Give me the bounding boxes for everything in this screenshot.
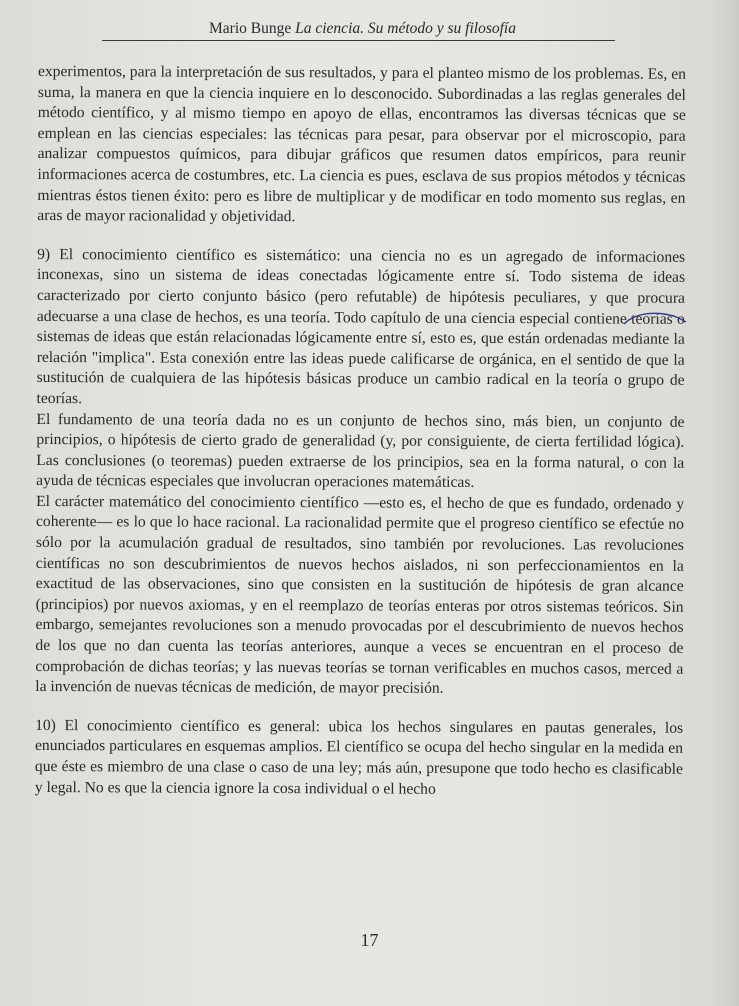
page-number: 17 xyxy=(360,930,379,950)
pen-annotation-mark xyxy=(620,308,690,332)
header-author: Mario Bunge xyxy=(209,20,292,37)
paragraph-section-10: 10) El conocimiento científico es general: ubica los hechos singulares en pautas generales, los enunciados particulares en esquemas amplios. El científico se ocupa del hecho singular en la medida en que éste es miembro de una clase o caso de una ley; más aún, presupone que todo hecho es clasificable y legal. No es que la ciencia ignore la cosa individual o el hecho xyxy=(34,716,684,798)
paragraph-continuation: experimentos, para la interpretación de sus resultados, y para el planteo mismo de los problemas. Es, en suma, la manera en que la ciencia inquiere en lo desconocido. Subordinadas a las reglas generales del método científico, y al mismo tiempo en apoyo de ellas, encontramos las diversas técnicas que se emplean en las ciencias especiales: las técnicas para pesar, para observar por el microscopio, para analizar compuestos químicos, para dibujar gráficos que resumen datos empíricos, para reunir informaciones acerca de costumbres, etc. La ciencia es pues, esclava de sus propios métodos y técnicas mientras éstos tienen éxito: pero es libre de multiplicar y de modificar en todo momento sus reglas, en aras de mayor racionalidad y objetividad. xyxy=(37,62,686,226)
header-rule xyxy=(102,40,615,41)
paragraph-section-9: 9) El conocimiento científico es sistemático: una ciencia no es un agregado de informaciones inconexas, sino un sistema de ideas conectadas lógicamente entre sí. Todo sistema de ideas caracterizado por cierto conjunto básico (pero refutable) de hipótesis peculiares, y que procura adecuarse a una clase de hechos, es una teoría. Todo capítulo de una ciencia especial contiene teorías o sistemas de ideas que están relacionadas lógicamente entre sí, esto es, que están ordenadas mediante la relación "implica". Esta conexión entre las ideas puede calificarse de orgánica, en el sentido de que la sustitución de cualquiera de las hipótesis básicas produce un cambio radical en la teoría o grupo de teorías. xyxy=(36,245,686,408)
running-header xyxy=(110,20,615,38)
paragraph-mathematical-character: El carácter matemático del conocimiento científico —esto es, el hecho de que es fundado, ordenado y coherente— es lo que lo hace racional. La racionalidad permite que el progreso científico se efectúe no sólo por la acumulación gradual de resultados, sino también por revoluciones. Las revoluciones científicas no son descubrimientos de nuevos hechos aislados, ni son perfeccionamientos en la exactitud de las observaciones, sino que consisten en la sustitución de hipótesis de gran alcance (principios) por nuevos axiomas, y en el reemplazo de teorías enteras por otros sistemas teóricos. Sin embargo, semejantes revoluciones son a menudo provocadas por el descubrimiento de nuevos hechos de los que no dan cuenta las teorías anteriores, aunque a veces se encuentran en el proceso de comprobación de dichas teorías; y las nuevas teorías se tornan verificables en muchos casos, merced a la invención de nuevas técnicas de medición, de mayor precisión. xyxy=(35,492,685,697)
body-text xyxy=(35,62,686,801)
header-title: La ciencia. Su método y su filosofía xyxy=(295,20,516,37)
paragraph-theory-foundation: El fundamento de una teoría dada no es un conjunto de hechos sino, más bien, un conjunto de principios, o hipótesis de cierto grado de generalidad (y, por consiguiente, de cierta fertilidad lógica). Las conclusiones (o teoremas) pueden extraerse de los principios, sea en la forma natural, o con la ayuda de técnicas especiales que involucran operaciones matemáticas. xyxy=(36,410,685,492)
